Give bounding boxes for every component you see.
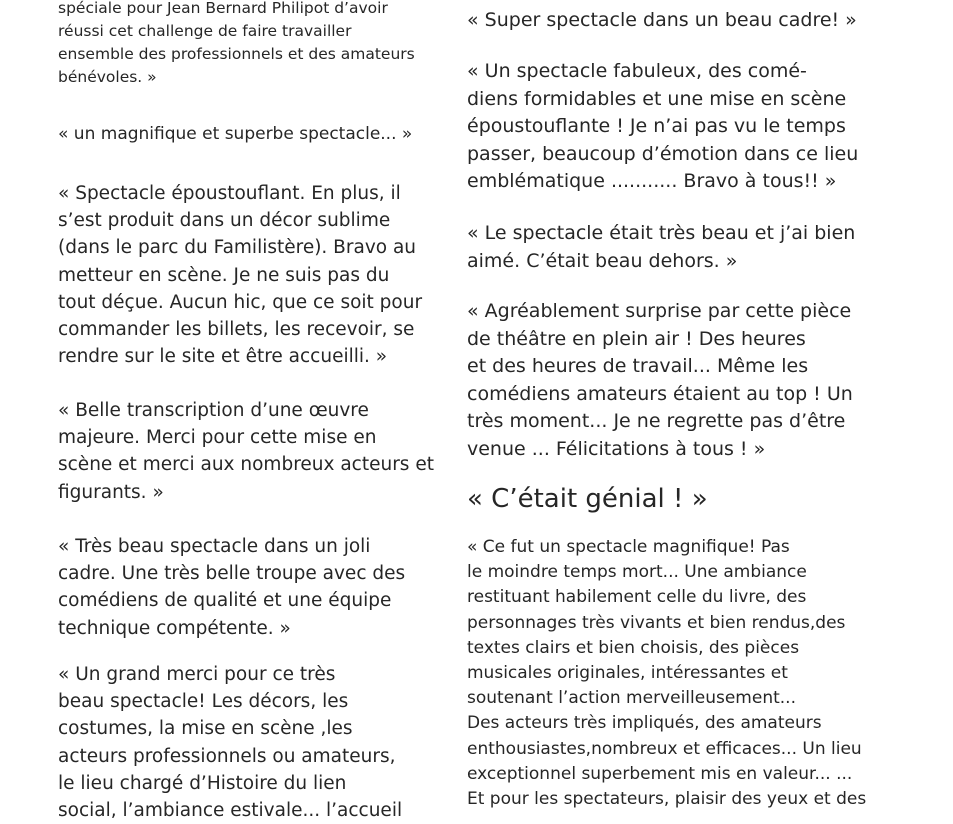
testimonial-right-0: « Super spectacle dans un beau cadre! » <box>467 9 857 31</box>
highlight-heading: « C’était génial ! » <box>467 484 708 514</box>
testimonial-right-3: « Agréablement surprise par cette pièce de théâtre en plein air ! Des heures et des heures de travail... Même les comédiens amateurs étaient au top ! Un très moment... Je ne regrette pas d’être venue ... Félicitations à tous ! » <box>467 300 853 460</box>
testimonial-left-4: « Très beau spectacle dans un joli cadre. Une très belle troupe avec des comédiens de qualité et une équipe technique compétente. » <box>58 536 406 639</box>
testimonial-left-2: « Spectacle époustouflant. En plus, il s’est produit dans un décor sublime (dans le parc du Familistère). Bravo au metteur en scène. Je ne suis pas du tout déçue. Aucun hic, que ce soit pour commander les billets, les recevoir, se rendre sur le site et être accueilli. » <box>58 183 423 368</box>
testimonial-right-4: « Ce fut un spectacle magnifique! Pas le moindre temps mort... Une ambiance restituant habilement celle du livre, des personnages très vivants et bien rendus,des textes clairs et bien choisis, des pièces musicales originales, intéressantes et soutenant l’action merveilleusement... Des acteurs très impliqués, des amateurs enthousiastes,nombreux et efficaces... Un lieu exceptionnel superbement mis en valeur... ... Et pour les spectateurs, plaisir des yeux et des <box>467 537 867 810</box>
testimonial-right-2: « Le spectacle était très beau et j’ai bien aimé. C’était beau dehors. » <box>467 222 856 272</box>
testimonial-right-1: « Un spectacle fabuleux, des comé- diens formidables et une mise en scène époustouflante ! Je n’ai pas vu le temps passer, beaucoup d’émotion dans ce lieu emblématique ........... Bravo à tous!! » <box>467 60 859 192</box>
testimonial-left-3: « Belle transcription d’une œuvre majeure. Merci pour cette mise en scène et merci aux nombreux acteurs et figurants. » <box>58 400 434 503</box>
testimonial-left-5: « Un grand merci pour ce très beau spectacle! Les décors, les costumes, la mise en scène ,les acteurs professionnels ou amateurs, le lieu chargé d’Histoire du lien social, l’ambiance estivale... l’accueil <box>58 664 403 822</box>
testimonial-left-0: spéciale pour Jean Bernard Philipot d’avoir réussi cet challenge de faire travailler ensemble des professionnels et des amateurs bénévoles. » <box>58 0 415 86</box>
testimonial-left-1: « un magnifique et superbe spectacle... » <box>58 124 413 144</box>
